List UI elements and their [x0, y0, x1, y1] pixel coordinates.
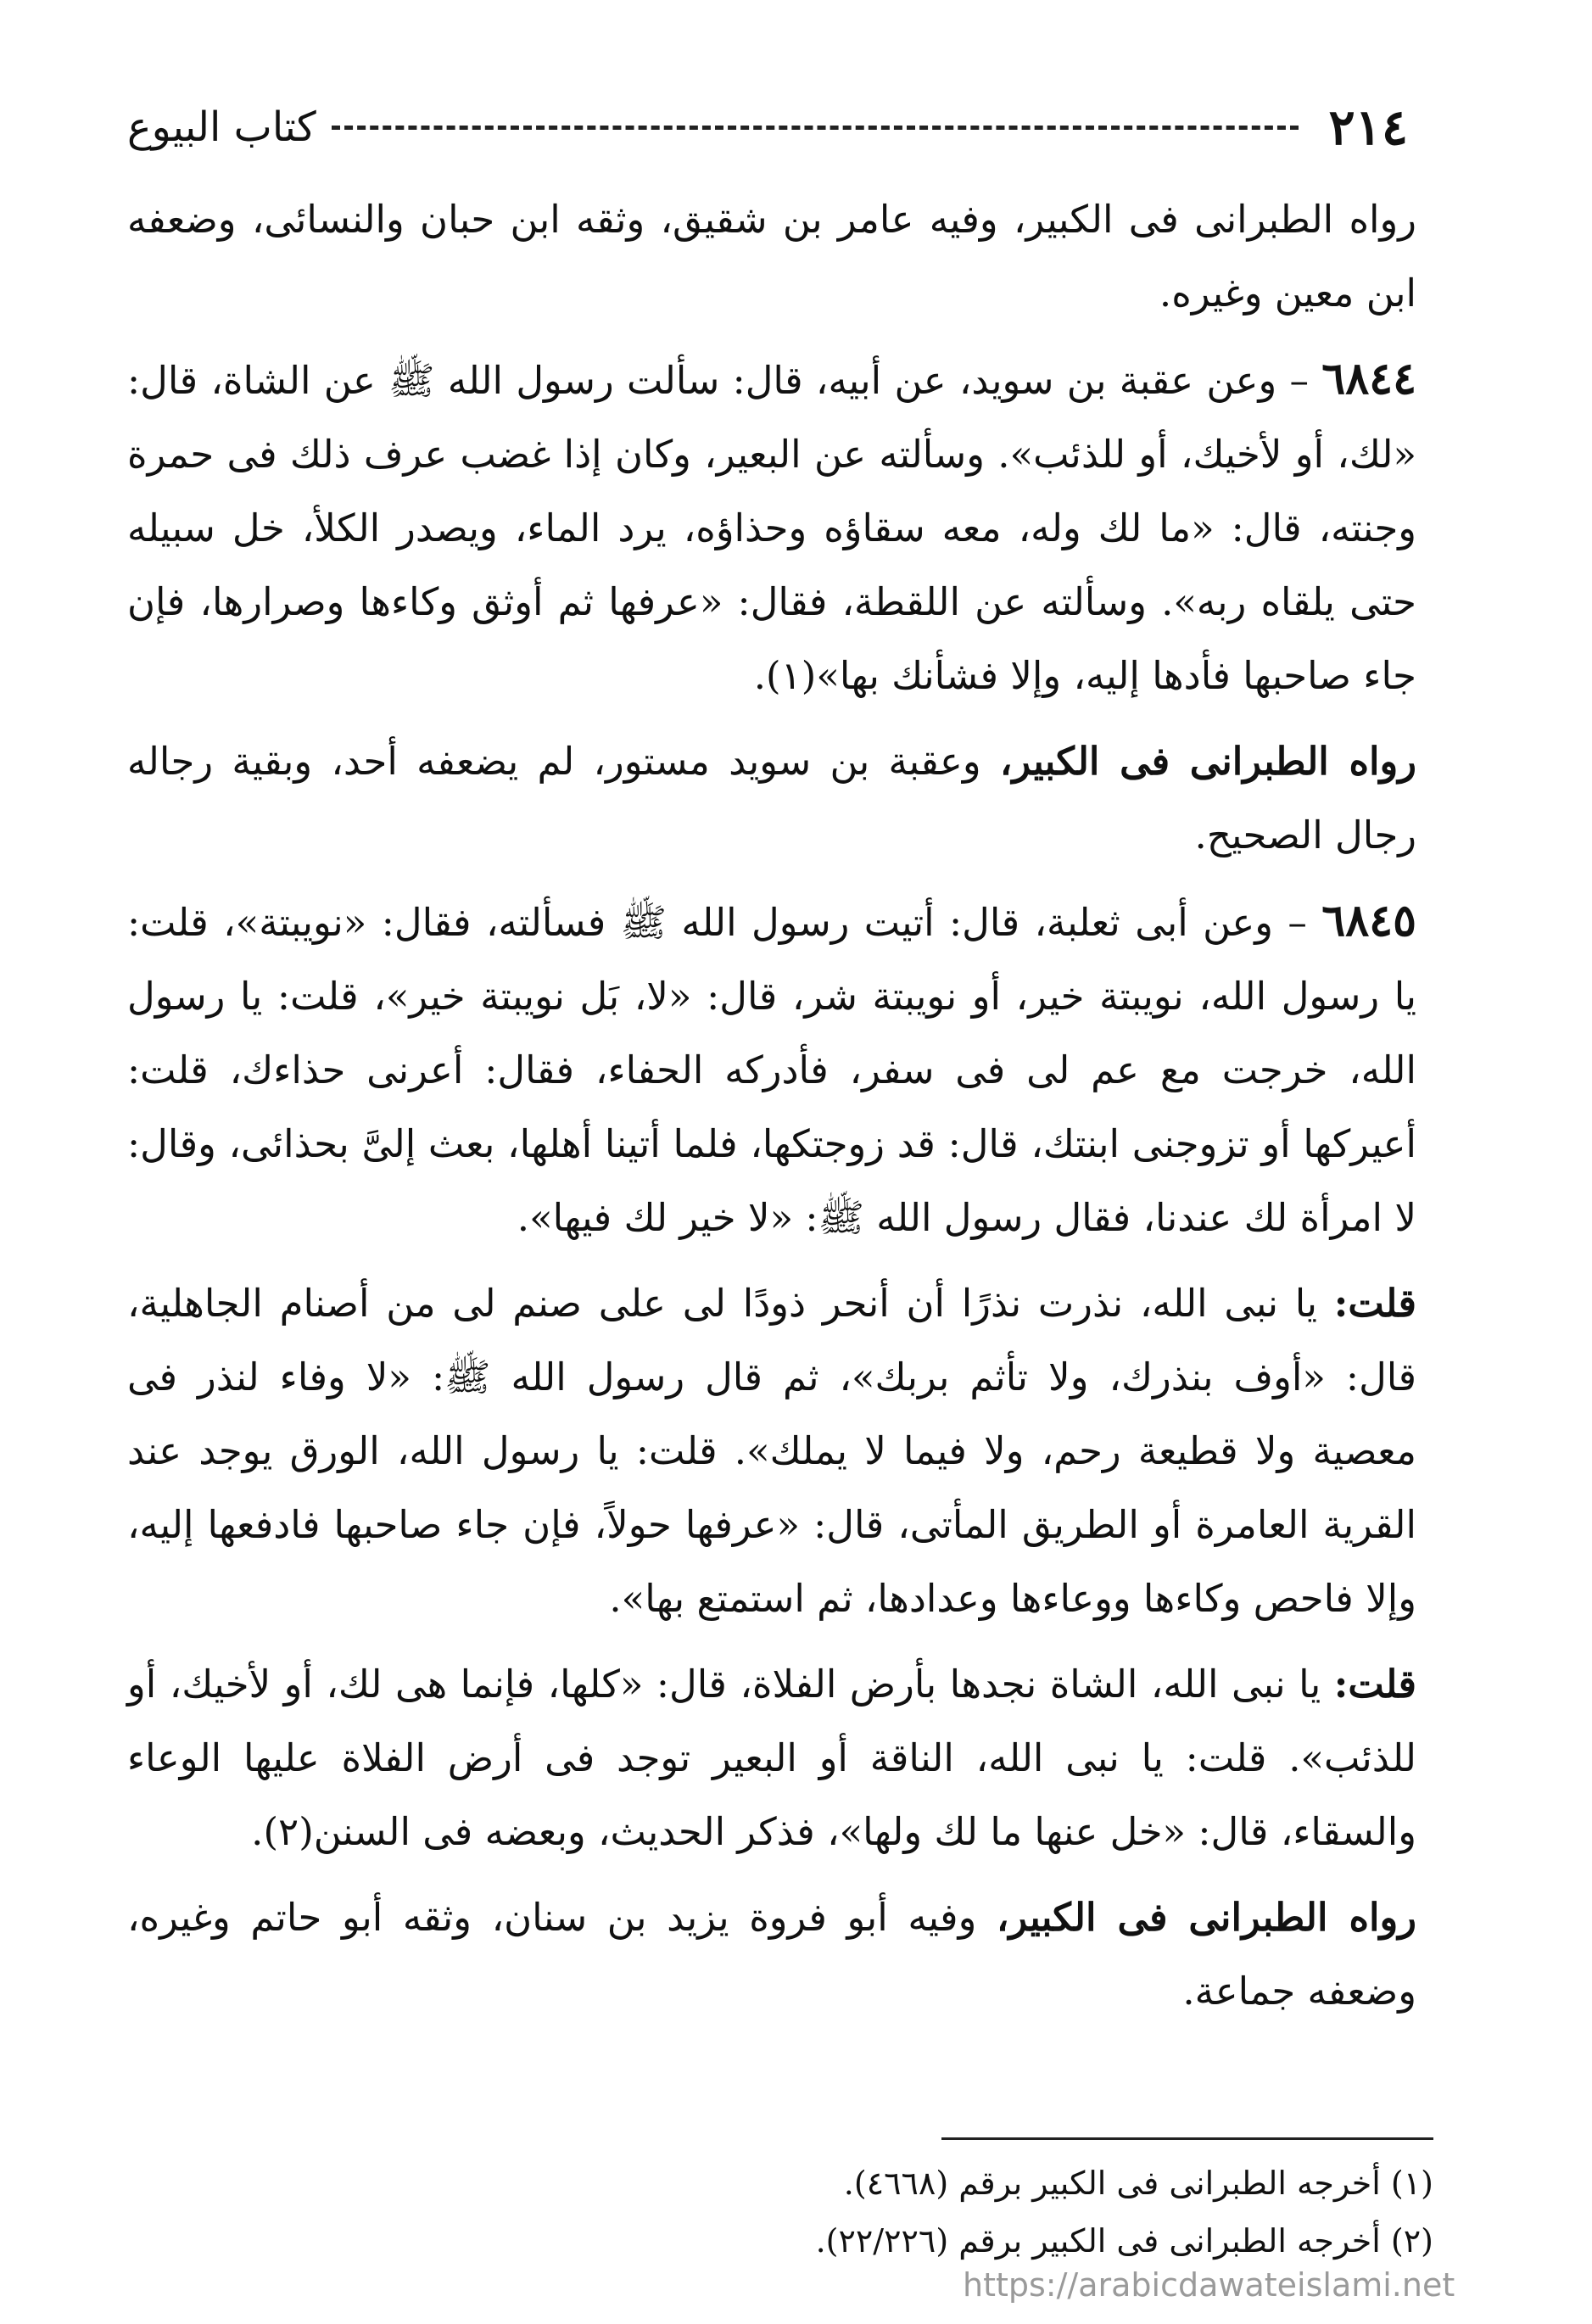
- paragraph-takhrij-2: [127, 724, 1416, 872]
- hadith-6845: [127, 884, 1416, 1254]
- running-title: كتاب البيوع: [127, 103, 316, 151]
- page-number: ٢١٤: [1328, 98, 1408, 156]
- paragraph-takhrij-3: [127, 1880, 1416, 2028]
- paragraph-qult-2: [127, 1647, 1416, 1869]
- footnote-2: (٢) أخرجه الطبرانى فى الكبير برقم (٢٢/٢٢٦).: [815, 2222, 1433, 2260]
- hadith-text: – وعن عقبة بن سويد، عن أبيه، قال: سألت رسول الله ﷺ عن الشاة، قال: «لك، أو لأخيك، أو للذئب». وسألته عن البعير، وكان إذا غضب عرف ذلك فى حمرة وجنته، قال: «ما لك وله، معه سقاؤه وحذاؤه، يرد الماء، ويصدر الكلأ، خل سبيله حتى يلقاه ربه». وسألته عن اللقطة، فقال: «عرفها ثم أوثق وكاءها وصرارها، فإن جاء صاحبها فأدها إليه، وإلا فشأنك بها»(١).: [127, 358, 1416, 698]
- source-lead: رواه الطبرانى فى الكبير،: [999, 739, 1416, 784]
- paragraph-text: وفيه أبو فروة يزيد بن سنان، وثقه أبو حاتم وغيره، وضعفه جماعة.: [127, 1895, 1416, 2014]
- hadith-number: ٦٨٤٥: [1321, 895, 1416, 947]
- hadith-number: ٦٨٤٤: [1321, 353, 1416, 405]
- paragraph-takhrij-1: [127, 182, 1416, 330]
- qult-lead: قلت:: [1333, 1281, 1416, 1326]
- paragraph-qult-1: [127, 1266, 1416, 1635]
- page-body: [127, 182, 1416, 2040]
- paragraph-text: يا نبى الله، نذرت نذرًا أن أنحر ذودًا لى على صنم لى من أصنام الجاهلية، قال: «أوف بنذرك، ولا تأثم بربك»، ثم قال رسول الله ﷺ: «لا وفاء لنذر فى معصية ولا قطيعة رحم، ولا فيما لا يملك». قلت: يا رسول الله، الورق يوجد عند القرية العامرة أو الطريق المأتى، قال: «عرفها حولاً، فإن جاء صاحبها فادفعها إليه، وإلا فاحص وكاءها ووعاءها وعدادها، ثم استمتع بها».: [127, 1281, 1416, 1621]
- source-lead: رواه الطبرانى فى الكبير،: [996, 1895, 1416, 1940]
- footnote-separator: [941, 2137, 1433, 2140]
- paragraph-text: يا نبى الله، الشاة نجدها بأرض الفلاة، قال: «كلها، فإنما هى لك، أو لأخيك، أو للذئب». قلت: يا نبى الله، الناقة أو البعير توجد فى أرض الفلاة عليها الوعاء والسقاء، قال: «خل عنها ما لك ولها»، فذكر الحديث، وبعضه فى السنن(٢).: [127, 1662, 1416, 1854]
- hadith-6844: [127, 342, 1416, 712]
- page-header: [127, 89, 1408, 165]
- footnotes: [594, 2154, 1433, 2270]
- qult-lead: قلت:: [1333, 1662, 1416, 1707]
- paragraph-text: رواه الطبرانى فى الكبير، وفيه عامر بن شقيق، وثقه ابن حبان والنسائى، وضعفه ابن معين وغيره.: [127, 197, 1416, 316]
- hadith-text: – وعن أبى ثعلبة، قال: أتيت رسول الله ﷺ فسألته، فقال: «نويبتة»، قلت: يا رسول الله، نويبتة خير، أو نويبتة شر، قال: «لا، بَل نويبتة خير»، قلت: يا رسول الله، خرجت مع عم لى فى سفر، فأدركه الحفاء، فقال: أعرنى حذاءك، قلت: أعيركها أو تزوجنى ابنتك، قال: قد زوجتكها، فلما أتينا أهلها، بعث إلىَّ بحذائى، وقال: لا امرأة لك عندنا، فقال رسول الله ﷺ: «لا خير لك فيها».: [127, 900, 1416, 1240]
- paragraph-text: وعقبة بن سويد مستور، لم يضعفه أحد، وبقية رجاله رجال الصحيح.: [127, 739, 1416, 858]
- website-watermark: https://arabicdawateislami.net: [963, 2266, 1455, 2304]
- header-dashed-rule: [332, 126, 1299, 130]
- footnote-1: (١) أخرجه الطبرانى فى الكبير برقم (٤٦٦٨).: [843, 2165, 1433, 2202]
